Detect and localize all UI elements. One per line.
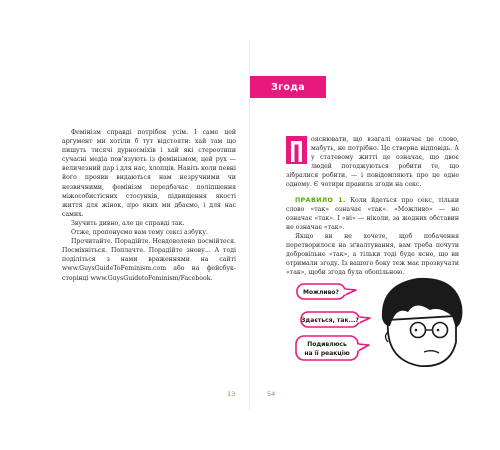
closing-paragraph: Якщо ви не хочете, щоб побачення перетворилося на зґвалтування, вам треба почути добровільне «так», а тільки тоді буде ясно, що ви отримали згоду. Із вашого боку теж має прозвучати «так», щоби згода була обопільною. [286, 232, 459, 277]
section-title-banner [250, 76, 326, 98]
intro-text: ояснювати, що взагалі означає це слово, мабуть, не потрібно. Це стверна відповідь. А у статевому житті це означає, що двоє людей погоджуються робити те, що зібралися робити, — і повідомляють про це одне одному. Є чотири правила згоди на секс. [286, 136, 459, 189]
page-number-left: 13 [227, 390, 236, 398]
speech-bubble-seems-yes [301, 312, 370, 327]
rule-paragraph [286, 196, 459, 232]
intro-paragraph [286, 135, 459, 190]
thinking-person-illustration [290, 270, 495, 385]
bubble-maybe-text: Можливо? [302, 289, 340, 296]
person-head [382, 278, 463, 366]
right-page [250, 0, 500, 450]
bubble-look-line1: Подивлюсь [307, 341, 347, 348]
left-paragraph: Звучить дивно, але це справді так. [71, 219, 185, 227]
rule-text: Коли йдеться про секс, тільки слово «так» означає «так». «Можливо» — не означає «так». І «ні» — ніколи, за жодних обставин не означає «так». [286, 196, 459, 231]
bubble-seems-yes-text: Здається, так...? [301, 317, 359, 324]
left-body-text [62, 128, 236, 283]
dropcap-letter-shape [286, 136, 307, 164]
dropcap [286, 136, 307, 164]
page-number-right: 54 [267, 390, 276, 398]
left-paragraph: Фемінізм справді потрібен усім. І саме цей аргумент ми хотіли б тут відстояти: хай там що пишуть тисячі дурносміхів і хай які стереотипи сучасні медіа пов’язують із фемінізмом, цей рух — величезний дар і для нас, хлопців. Навіть коли певні його прояви видаються нам незручними чи незвичними, фемінізм передбачає поліпшення міжособистісних стосунків, підвищення якості життя для жінок, про яких ми дбаємо, і для нас самих. [62, 129, 236, 218]
speech-bubble-look [296, 336, 369, 360]
bubble-look-line2: на її реакцію [304, 350, 350, 357]
speech-bubble-maybe [297, 284, 356, 299]
section-title: Згода [271, 81, 305, 93]
rule-label: ПРАВИЛО 1. [295, 196, 346, 204]
left-paragraph: Отже, пропонуємо вам тему сексі азбуку. [71, 229, 208, 237]
right-body-text [286, 135, 459, 277]
left-paragraph: Прочитайте. Порадійте. Невдоволено посмійтеся. Посміхніться. Поплачте. Порадійте знову... А тоді поділіться з нами враженнями на сайті www.GuysGuideToFeminism.com або на фейсбук-сторінці www.GuysGuidetoFeminism/Facebook. [62, 238, 236, 282]
